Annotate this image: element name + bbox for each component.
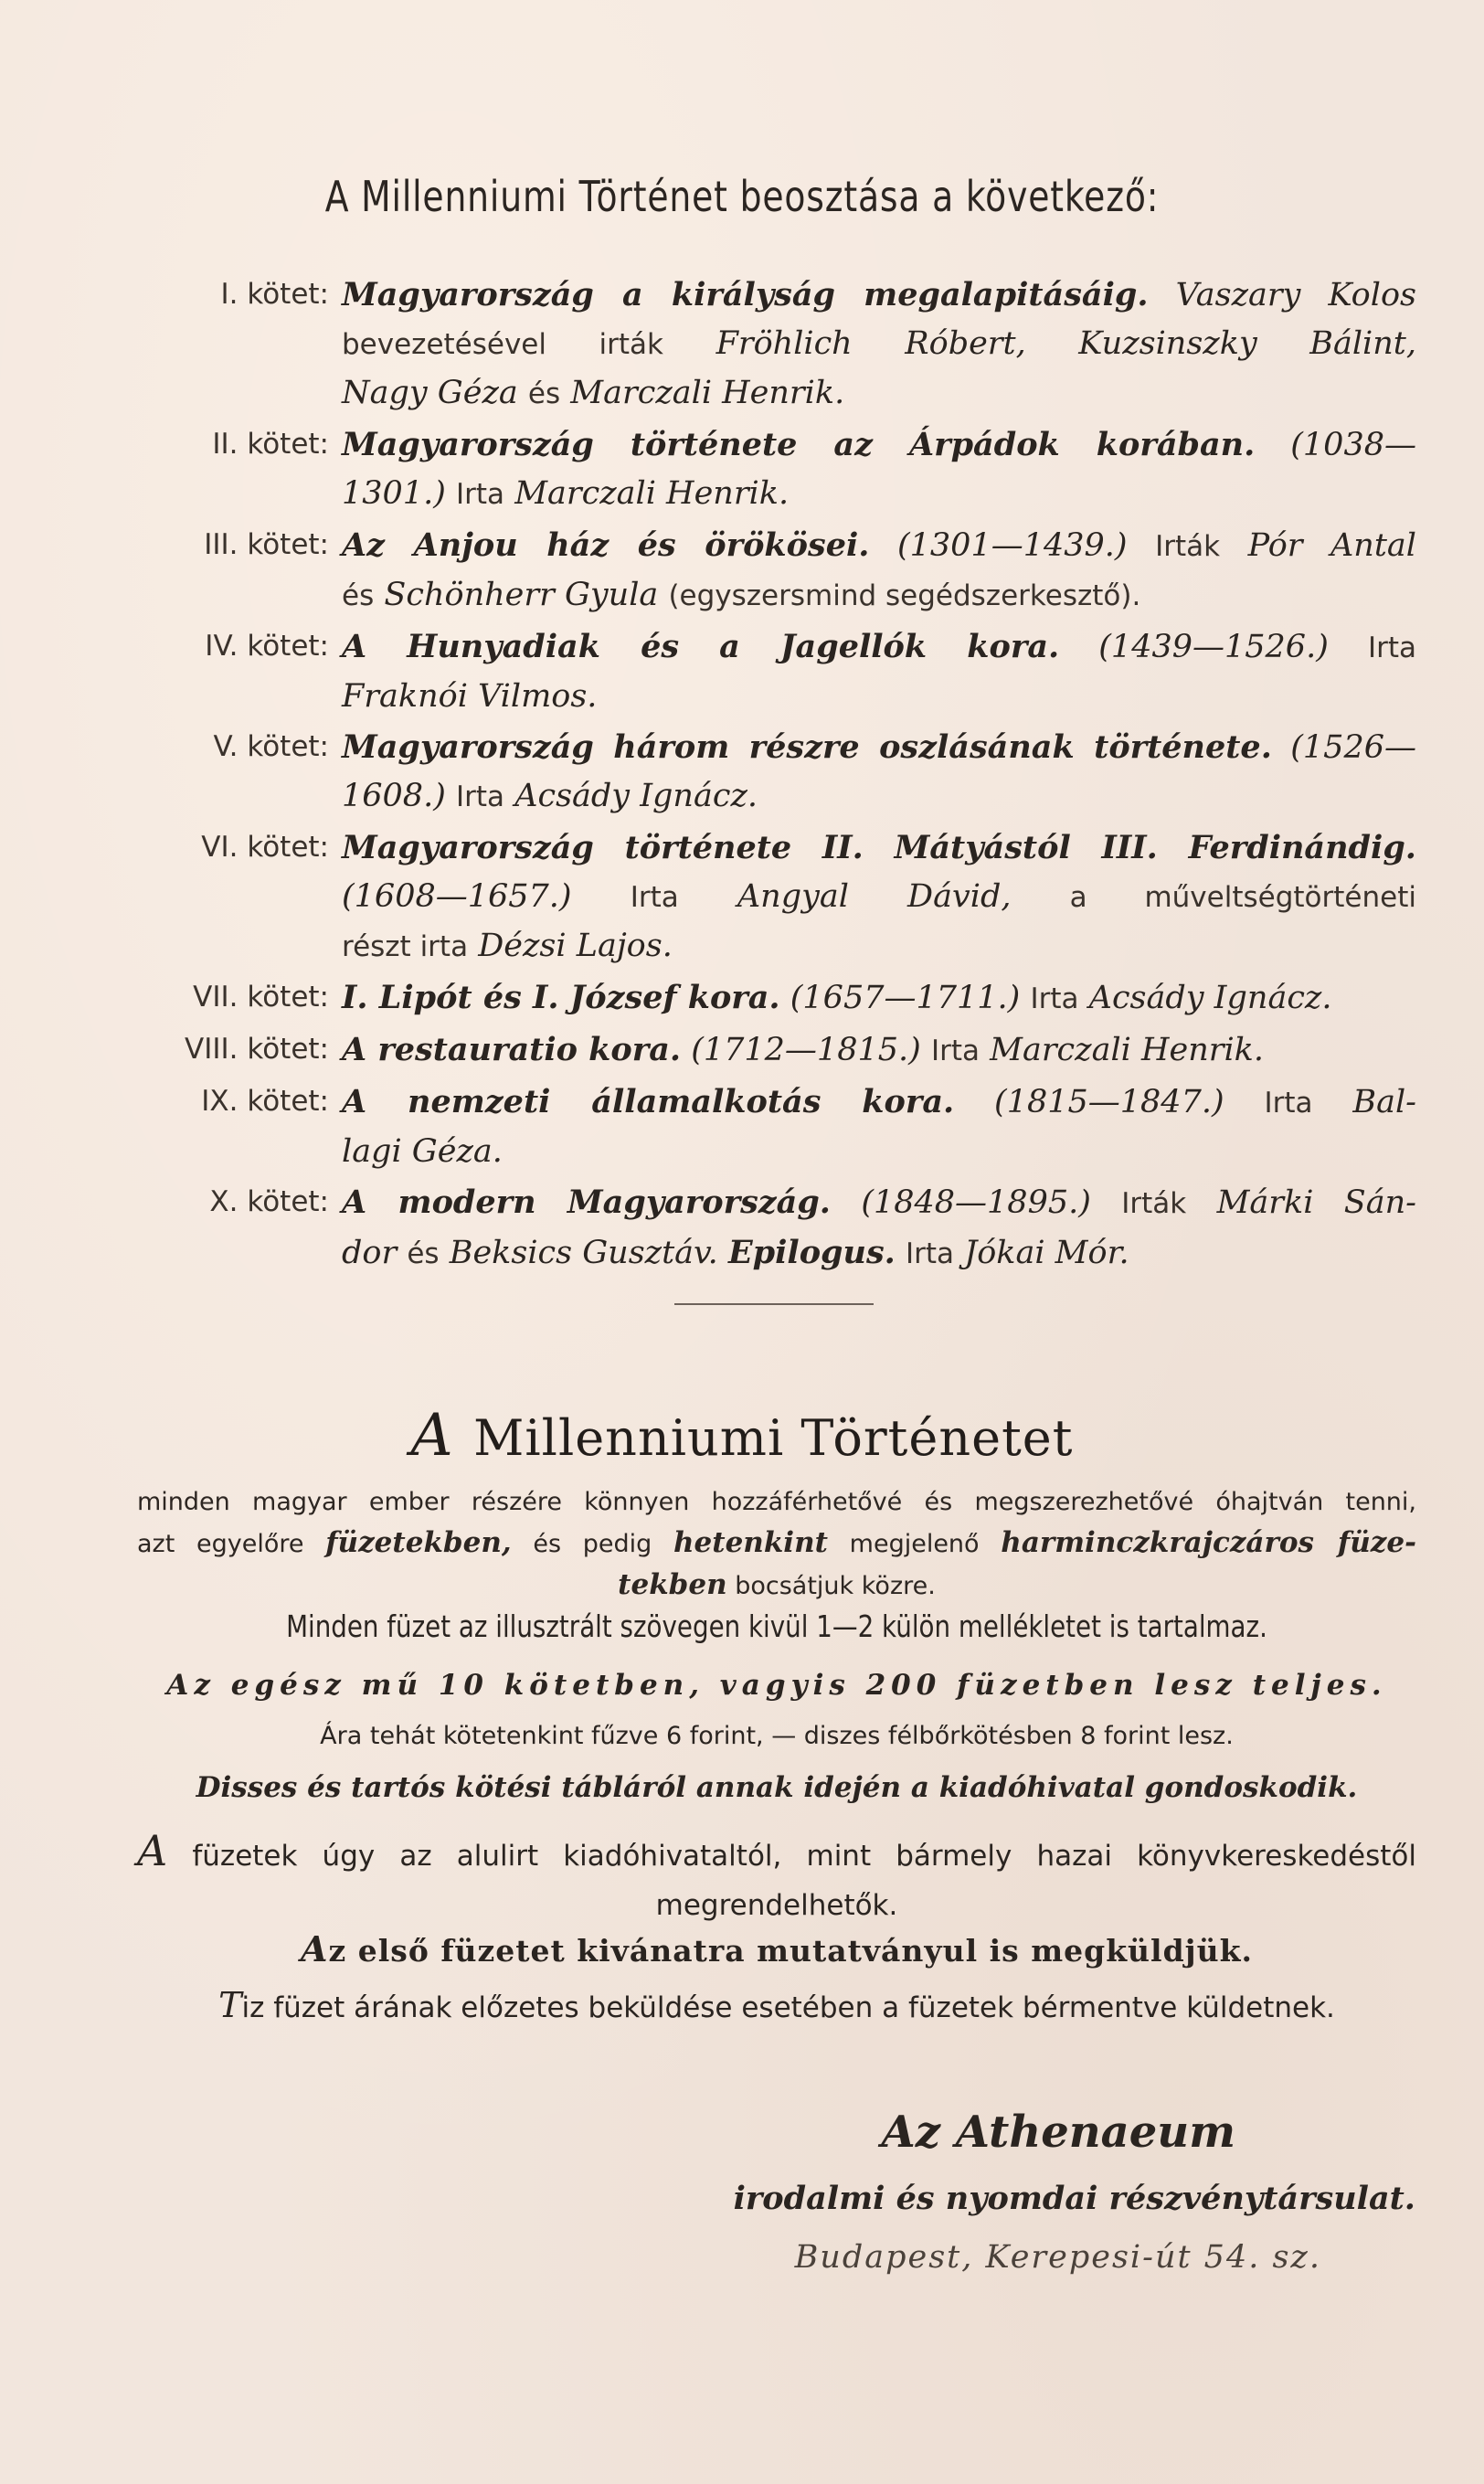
- volume-entry-1: I. kötet: Magyarország a királyság megalapitásáig. Vaszary Kolos bevezetésével irták Fröhlich Róbert, Kuzsinszky Bálint, Nagy Géza és Marczali Henrik.: [119, 271, 1416, 419]
- volume-entry-9: IX. kötet: A nemzeti államalkotás kora. (1815—1847.) Irta Bal- lagi Géza.: [119, 1077, 1416, 1176]
- volume-list: [119, 271, 1416, 1280]
- volume-number: III. kötet:: [204, 528, 329, 561]
- publisher-name: Az Athenaeum: [881, 2107, 1235, 2158]
- page-heading: A Millenniumi Történet beosztása a következő:: [324, 172, 1160, 221]
- section-divider: [674, 1303, 874, 1305]
- offer-paragraph: minden magyar ember részére könnyen hozzáférhetővé és megszerezhetővé óhajtván tenni, azt egyelőre füzetekben, és pedig hetenkint megjelenő harminczkrajczáros füze- tekben bocsátjuk közre.: [137, 1488, 1416, 1601]
- volume-number: IX. kötet:: [201, 1085, 329, 1118]
- postage-note: Tiz füzet árának előzetes beküldése esetében a füzetek bérmentve küldetnek.: [218, 1985, 1335, 2025]
- publisher-address: Budapest, Kerepesi-út 54. sz.: [794, 2239, 1321, 2276]
- volume-number: X. kötet:: [209, 1185, 329, 1218]
- volume-number: VI. kötet:: [201, 831, 329, 864]
- completion-note: Az egész mű 10 kötetben, vagyis 200 füzetben lesz teljes.: [166, 1669, 1387, 1702]
- volume-entry-4: IV. kötet: A Hunyadiak és a Jagellók kora. (1439—1526.) Irta Fraknói Vilmos.: [119, 622, 1416, 721]
- volume-number: VIII. kötet:: [185, 1033, 329, 1066]
- ordering-note: A füzetek úgy az alulirt kiadóhivataltól, mint bármely hazai könyvkereskedéstől megrendelhetők.: [137, 1826, 1416, 1922]
- volume-entry-10: X. kötet: A modern Magyarország. (1848—1895.) Irták Márki Sán- dor és Beksics Gusztáv. Epilogus. Irta Jókai Mór.: [119, 1178, 1416, 1279]
- publisher-description: irodalmi és nyomdai részvénytársulat.: [733, 2180, 1415, 2217]
- supplement-note: Minden füzet az illusztrált szövegen kivül 1—2 külön mellékletet is tartalmaz.: [286, 1608, 1267, 1644]
- volume-entry-7: VII. kötet: I. Lipót és I. József kora. (1657—1711.) Irta Acsády Ignácz.: [119, 973, 1416, 1024]
- sample-note: Az első füzetet kivánatra mutatványul is megküldjük.: [301, 1928, 1253, 1969]
- volume-number: VII. kötet:: [193, 981, 329, 1014]
- volume-number: V. kötet:: [213, 730, 329, 763]
- volume-number: I. kötet:: [220, 278, 329, 311]
- volume-number: II. kötet:: [212, 428, 329, 461]
- volume-number: IV. kötet:: [205, 630, 329, 663]
- volume-entry-2: II. kötet: Magyarország története az Árpádok korában. (1038— 1301.) Irta Marczali Henrik.: [119, 420, 1416, 519]
- subscription-title: A Millenniumi Történetet: [410, 1402, 1074, 1470]
- volume-entry-3: III. kötet: Az Anjou ház és örökösei. (1301—1439.) Irták Pór Antal és Schönherr Gyula (egyszersmind segédszerkesztő).: [119, 521, 1416, 621]
- volume-entry-6: VI. kötet: Magyarország története II. Mátyástól III. Ferdinándig. (1608—1657.) Irta Angyal Dávid, a műveltségtörténeti részt irta Dézsi Lajos.: [119, 823, 1416, 971]
- volume-entry-8: VIII. kötet: A restauratio kora. (1712—1815.) Irta Marczali Henrik.: [119, 1025, 1416, 1076]
- binding-note: Disses és tartós kötési tábláról annak idején a kiadóhivatal gondoskodik.: [196, 1771, 1358, 1804]
- volume-entry-5: V. kötet: Magyarország három részre oszlásának története. (1526— 1608.) Irta Acsády Ignácz.: [119, 723, 1416, 822]
- price-note: Ára tehát kötetenkint fűzve 6 forint, — diszes félbőrkötésben 8 forint lesz.: [320, 1722, 1234, 1750]
